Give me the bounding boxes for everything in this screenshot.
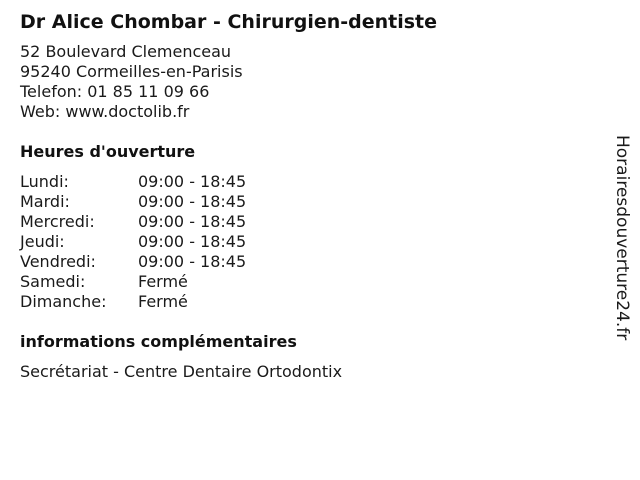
hours-value: 09:00 - 18:45 <box>138 252 247 271</box>
hours-row-tuesday <box>20 192 600 212</box>
address-block <box>20 42 600 122</box>
hours-row-friday <box>20 252 600 272</box>
hours-day: Samedi: <box>20 272 86 291</box>
additional-info-heading: informations complémentaires <box>20 332 297 351</box>
website: Web: www.doctolib.fr <box>20 102 190 121</box>
page-title: Dr Alice Chombar - Chirurgien-dentiste <box>20 11 438 33</box>
site-watermark: Horairesdouverture24.fr <box>612 135 632 341</box>
city-address: 95240 Cormeilles-en-Parisis <box>20 62 243 81</box>
hours-row-sunday <box>20 292 600 312</box>
business-card <box>20 10 600 382</box>
street-address: 52 Boulevard Clemenceau <box>20 42 232 61</box>
hours-value: 09:00 - 18:45 <box>138 232 247 251</box>
hours-row-wednesday <box>20 212 600 232</box>
hours-row-monday <box>20 172 600 192</box>
phone-number: Telefon: 01 85 11 09 66 <box>20 82 210 101</box>
hours-day: Jeudi: <box>20 232 65 251</box>
hours-value: 09:00 - 18:45 <box>138 212 247 231</box>
hours-value: Fermé <box>138 272 188 291</box>
hours-day: Vendredi: <box>20 252 96 271</box>
hours-value: Fermé <box>138 292 188 311</box>
hours-value: 09:00 - 18:45 <box>138 192 247 211</box>
hours-day: Mercredi: <box>20 212 95 231</box>
hours-day: Lundi: <box>20 172 69 191</box>
hours-value: 09:00 - 18:45 <box>138 172 247 191</box>
hours-day: Mardi: <box>20 192 70 211</box>
additional-info-text: Secrétariat - Centre Dentaire Ortodontix <box>20 362 343 381</box>
opening-hours-table <box>20 172 600 312</box>
hours-row-thursday <box>20 232 600 252</box>
hours-row-saturday <box>20 272 600 292</box>
hours-day: Dimanche: <box>20 292 107 311</box>
opening-hours-heading: Heures d'ouverture <box>20 142 196 161</box>
